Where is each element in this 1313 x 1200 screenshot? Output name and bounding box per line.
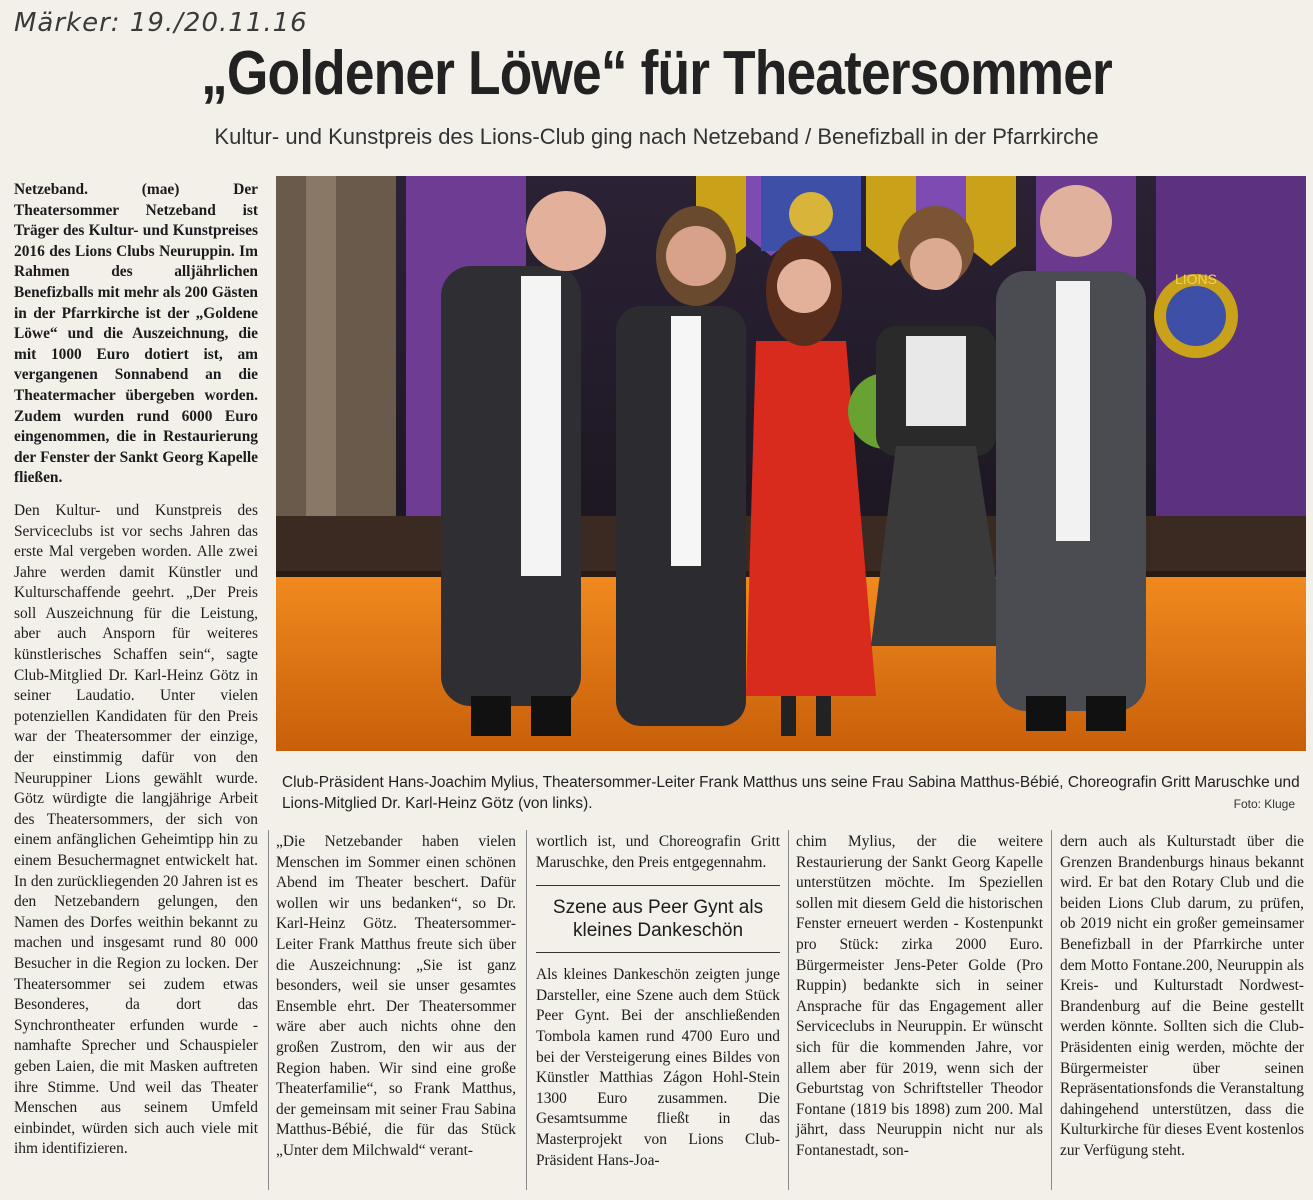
photo-credit: Foto: Kluge xyxy=(1233,797,1295,811)
article-column-4 xyxy=(796,832,1043,1174)
handwritten-date-note: Märker: 19./20.11.16 xyxy=(14,8,308,38)
paragraph: wortlich ist, und Choreografin Gritt Maruschke, den Preis entgegennahm. xyxy=(536,833,780,871)
headline: „Goldener Löwe“ für Theatersommer xyxy=(201,39,1112,108)
paragraph: „Die Netzebander haben vielen Menschen im Sommer einen schönen Abend im Theater beschert. Dafür wollen wir uns bedanken“, so Dr. Karl-Heinz Götz. Theatersommer-Leiter Frank Matthus freute sich über die Auszeichnung: „Sie ist ganz besonders, weil sie unser gesamtes Ensemble ehrt. Der Theatersommer wäre aber auch nichts ohne den großen Zustrom, den wir aus der Region haben. Wir sind eine große Theaterfamilie“, so Frank Matthus, der gemeinsam mit seiner Frau Sabina Matthus-Bébié, die für das Stück „Unter dem Milchwald“ verant- xyxy=(276,833,516,1159)
paragraph: dern auch als Kulturstadt über die Grenzen Brandenburgs hinaus bekannt wird. Er bat den Rotary Club und die beiden Lions Club darum, zu prüfen, ob 2019 nicht ein großer gemeinsamer Benefizball in der Pfarrkirche unter dem Motto Fontane.200, Neuruppin als Kreis- und Kulturstadt Nordwest-Brandenburg auf die Beine gestellt werden könnte. Sollten sich die Club-Präsidenten einig werden, möchte der Bürgermeister über seinen Repräsentationsfonds die Veranstaltung dahingehend unterstützen, dass die Kulturkirche für dieses Event kostenlos zur Verfügung steht. xyxy=(1060,833,1304,1159)
article-column-3 xyxy=(536,832,780,1183)
event-photo xyxy=(276,176,1306,751)
section-title: Szene aus Peer Gynt als kleines Dankeschön xyxy=(536,885,780,953)
article-column-1 xyxy=(14,180,258,1172)
article-column-5 xyxy=(1060,832,1304,1174)
paragraph: Den Kultur- und Kunstpreis des Serviceclubs ist vor sechs Jahren das erste Mal vergeben worden. Alle zwei Jahre werden damit Künstler und Kulturschaffende geehrt. „Der Preis soll Auszeichnung für die Leistung, aber auch Ansporn für weiteres künstlerisches Schaffen sein“, sagte Club-Mitglied Dr. Karl-Heinz Götz in seiner Laudatio. Unter vielen potenziellen Kandidaten für den Preis war der Theatersommer der einzige, der einstimmig dafür von den Neuruppiner Lions gewählt wurde. Götz würdigte die langjährige Arbeit des Theatersommers, der sich von einem anfänglichen Geheimtipp hin zu einem Besuchermagnet entwickelt hat. In den zurückliegenden 20 Jahren ist es den Netzebandern gelungen, den Namen des Dorfes weithin bekannt zu machen und insgesamt rund 80 000 Besucher in die Region zu locken. Der Theatersommer sei zudem etwas Besonderes, da dort das Synchrontheater erfunden wurde - namhafte Sprecher und Schauspieler geben Laien, die mit Masken auftreten ihre Stimme. Und weil das Theater Menschen aus seinem Umfeld einbindet, würden sich auch viele mit ihm identifizieren. xyxy=(14,501,258,1158)
banner-text: LIONS xyxy=(1174,271,1218,287)
subheadline: Kultur- und Kunstpreis des Lions-Club ging nach Netzeband / Benefizball in der Pfarrkirche xyxy=(214,124,1099,149)
photo-illustration xyxy=(276,176,1306,751)
column-rule xyxy=(1051,830,1052,1190)
article-column-2 xyxy=(276,832,516,1174)
photo-caption: Club-Präsident Hans-Joachim Mylius, Theatersommer-Leiter Frank Matthus uns seine Frau Sabina Matthus-Bébié, Choreografin Gritt Maruschke und Lions-Mitglied Dr. Karl-Heinz Götz (von links). xyxy=(282,774,1300,812)
column-rule xyxy=(268,830,269,1190)
column-rule xyxy=(788,830,789,1190)
lead-paragraph: Netzeband. (mae) Der Theatersommer Netzeband ist Träger des Kultur- und Kunstpreises 2016 des Lions Clubs Neuruppin. Im Rahmen des alljährlichen Benefizballs mit mehr als 200 Gästen in der Pfarrkirche ist der „Goldene Löwe“ und die Auszeichnung, die mit 1000 Euro dotiert ist, am vergangenen Sonnabend an die Theatermacher übergeben worden. Zudem wurden rund 6000 Euro eingenommen, die in Restaurierung der Fenster der Sankt Georg Kapelle fließen. xyxy=(14,181,258,487)
paragraph: chim Mylius, der die weitere Restaurierung der Sankt Georg Kapelle unterstützen möchte. Im Speziellen sollen mit diesem Geld die historischen Fenster erneuert werden - Kostenpunkt pro Stück: zirka 2000 Euro. Bürgermeister Jens-Peter Golde (Pro Ruppin) bedankte sich in seiner Ansprache für das Engagement aller Serviceclubs in Neuruppin. Er wünscht sich für die kommenden Jahre, vor allem aber für 2019, wenn sich der Geburtstag von Schriftsteller Theodor Fontane (1819 bis 1898) zum 200. Mal jährt, dass Neuruppin nicht nur als Fontanestadt, son- xyxy=(796,833,1043,1159)
column-rule xyxy=(526,830,527,1190)
paragraph: Als kleines Dankeschön zeigten junge Darsteller, eine Szene auch dem Stück Peer Gynt. Bei der anschließenden Tombola kamen rund 4700 Euro und bei der Versteigerung eines Bildes von Künstler Matthias Zágon Hohl-Stein 1300 Euro zusammen. Die Gesamtsumme fließt in das Masterprojekt von Lions Club-Präsident Hans-Joa- xyxy=(536,966,780,1169)
